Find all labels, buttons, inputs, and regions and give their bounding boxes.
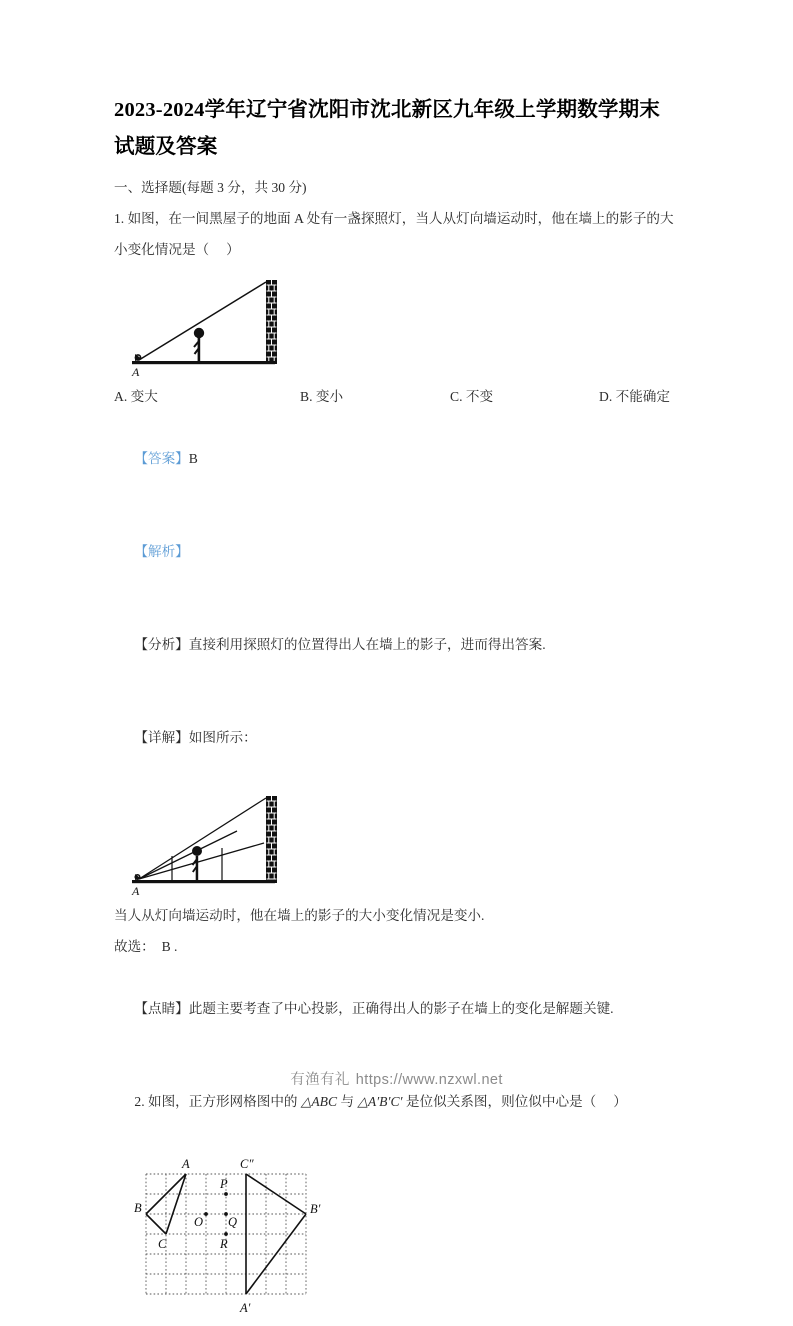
figure-3-label-R: R: [220, 1237, 228, 1251]
question-1-stem: 1. 如图，在一间黑屋子的地面 A 处有一盏探照灯，当人从灯向墙运动时，他在墙上的影子的大小变化情况是（ ）: [114, 211, 674, 257]
detail-text: 如图所示：: [188, 730, 257, 745]
explain-label: 【解析】: [134, 544, 189, 559]
point-R-dot: [224, 1232, 228, 1236]
searchlight-icon: [135, 354, 142, 361]
question-2-triangle-1: △ABC: [300, 1094, 338, 1109]
question-1-figure-2: [124, 788, 304, 896]
figure-2-label-A: A: [132, 884, 140, 896]
option-c[interactable]: [450, 381, 493, 412]
question-1-figure-1: [124, 269, 304, 377]
option-a-key: A.: [114, 389, 128, 404]
brick-wall-icon: [266, 796, 277, 883]
option-d-key: D.: [599, 389, 613, 404]
analysis-text: 直接利用探照灯的位置得出人在墙上的影子，进而得出答案.: [188, 637, 546, 652]
detail-label: 【详解】: [134, 730, 189, 745]
tip-label: 【点睛】: [134, 1001, 189, 1016]
person-figure-icon: [192, 846, 202, 880]
person-figure-icon: [194, 328, 204, 361]
figure-3-label-B-prime: B′: [310, 1202, 321, 1216]
figure-3-label-C: C: [158, 1237, 167, 1251]
question-1-answer-line: [114, 412, 680, 505]
question-1-detail-conclusion: 当人从灯向墙运动时，他在墙上的影子的大小变化情况是变小.: [114, 908, 485, 923]
figure-3-label-B: B: [134, 1201, 142, 1215]
figure-3-label-A-prime: A′: [240, 1301, 251, 1315]
question-2-triangle-2: △A′B′C′: [357, 1094, 403, 1109]
option-c-text: 不变: [465, 389, 494, 404]
option-b-text: 变小: [315, 389, 344, 404]
figure-3-label-P: P: [220, 1177, 228, 1191]
question-1-choose-line: 故选： B .: [114, 939, 178, 954]
question-2-stem-suffix: 是位似关系图，则位似中心是（ ）: [402, 1094, 627, 1109]
watermark: [0, 1068, 793, 1089]
figure-1-label-A: A: [132, 365, 140, 377]
question-1-explain-line: [114, 505, 680, 598]
brick-wall-icon: [266, 280, 277, 364]
figure-3-label-O: O: [194, 1215, 204, 1229]
figure-3-label-Q: Q: [228, 1215, 238, 1229]
question-2-stem-mid: 与: [337, 1094, 358, 1109]
question-1-detail-line: [114, 691, 680, 784]
option-a-text: 变大: [130, 389, 158, 404]
page-title: 2023-2024学年辽宁省沈阳市沈北新区九年级上学期数学期末试题及答案: [114, 99, 661, 158]
option-b-key: B.: [300, 389, 313, 404]
option-d-text: 不能确定: [615, 389, 670, 404]
question-1-analysis-line: [114, 598, 680, 691]
figure-3-label-A: A: [182, 1157, 190, 1171]
answer-value: B: [188, 451, 198, 466]
document-body: [114, 92, 680, 1326]
question-2-stem-prefix: 2. 如图，正方形网格图中的: [134, 1094, 301, 1109]
question-2-figure-grid: [132, 1152, 342, 1322]
option-b[interactable]: [300, 381, 343, 412]
question-1-tip-line: [114, 962, 680, 1055]
question-1-options: [114, 381, 680, 412]
watermark-url: https://www.nzxwl.net: [355, 1072, 503, 1088]
figure-3-label-C-prime: C″: [240, 1157, 254, 1171]
point-P-dot: [224, 1192, 228, 1196]
watermark-brand: 有渔有礼: [290, 1072, 350, 1088]
analysis-label: 【分析】: [134, 637, 189, 652]
option-a[interactable]: [114, 381, 158, 412]
option-d[interactable]: [599, 381, 670, 412]
option-c-key: C.: [450, 389, 463, 404]
section-heading: 一、选择题(每题 3 分，共 30 分): [114, 180, 307, 195]
answer-label: 【答案】: [134, 451, 189, 466]
point-O-dot: [204, 1212, 208, 1216]
tip-text: 此题主要考查了中心投影，正确得出人的影子在墙上的变化是解题关键.: [188, 1001, 614, 1016]
